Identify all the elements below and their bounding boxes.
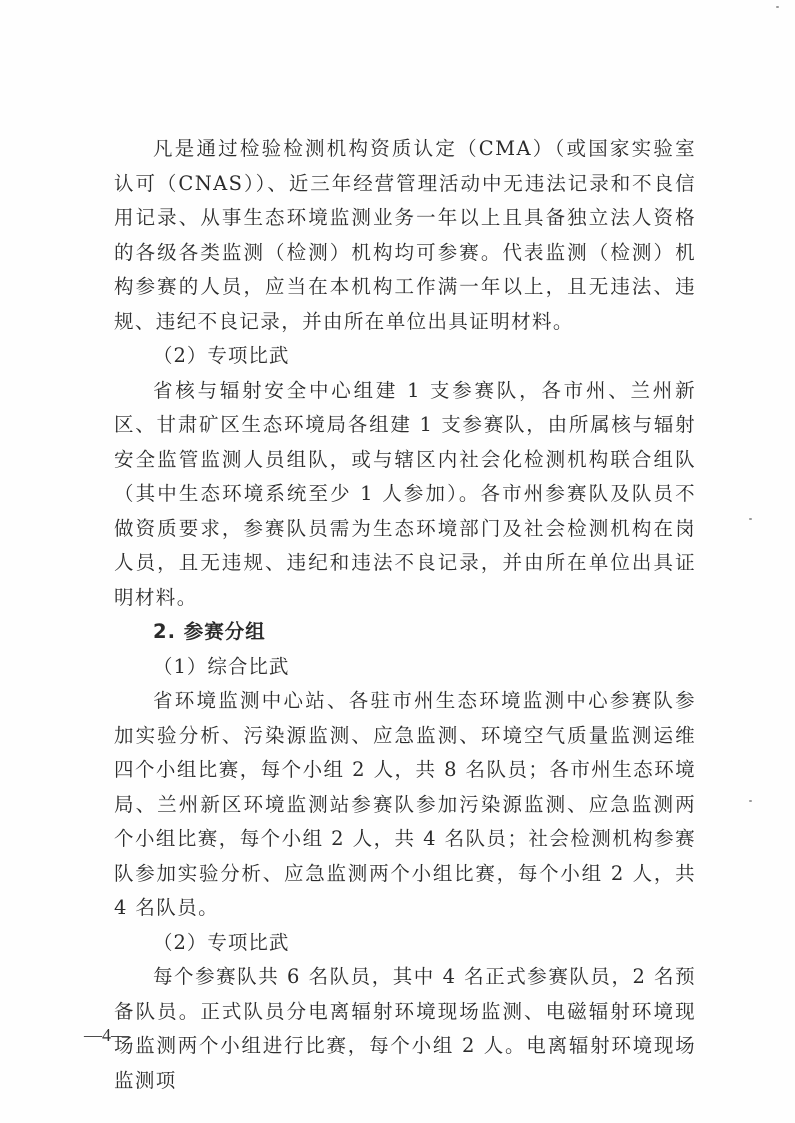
page-number: —4— [84,1025,129,1045]
document-body [114,132,696,1098]
subheading-special-competition: （2）专项比武 [153,344,290,367]
paragraph-eligibility: 凡是通过检验检测机构资质认定（CMA）（或国家实验室认可（CNAS））、近三年经营管理活动中无违法记录和不良信用记录、从事生态环境监测业务一年以上且具备独立法人资格的各级各类监测（检测）机构均可参赛。代表监测（检测）机构参赛的人员，应当在本机构工作满一年以上，且无违法、违规、违纪不良记录，并由所在单位出具证明材料。 [114,137,696,333]
scan-speck [749,518,752,520]
paragraph-special-groups: 每个参赛队共 6 名队员，其中 4 名正式参赛队员，2 名预备队员。正式队员分电离辐射环境现场监测、电磁辐射环境现场监测两个小组进行比赛，每个小组 2 人。电离辐射环境现场监测项 [114,965,696,1092]
subheading-special-competition-2: （2）专项比武 [153,930,290,954]
section-heading-grouping: 2. 参赛分组 [153,620,266,643]
scan-speck [776,6,779,8]
paragraph-special-teams: 省核与辐射安全中心组建 1 支参赛队，各市州、兰州新区、甘肃矿区生态环境局各组建 1 支参赛队，由所属核与辐射安全监管监测人员组队，或与辖区内社会化检测机构联合组队（其中生态环境系统至少 1 人参加）。各市州参赛队及队员不做资质要求，参赛队员需为生态环境部门及社会检测机构在岗人员，且无违规、违纪和违法不良记录，并由所在单位出具证明材料。 [114,378,696,609]
subheading-comprehensive-competition: （1）综合比武 [153,654,290,678]
paragraph-comprehensive-groups: 省环境监测中心站、各驻市州生态环境监测中心参赛队参加实验分析、污染源监测、应急监测、环境空气质量监测运维四个小组比赛，每个小组 2 人，共 8 名队员；各市州生态环境局、兰州新区环境监测站参赛队参加污染源监测、应急监测两个小组比赛，每个小组 2 人，共 4 名队员；社会检测机构参赛队参加实验分析、应急监测两个小组比赛，每个小组 2 人，共 4 名队员。 [114,689,696,919]
scan-speck [749,800,752,802]
